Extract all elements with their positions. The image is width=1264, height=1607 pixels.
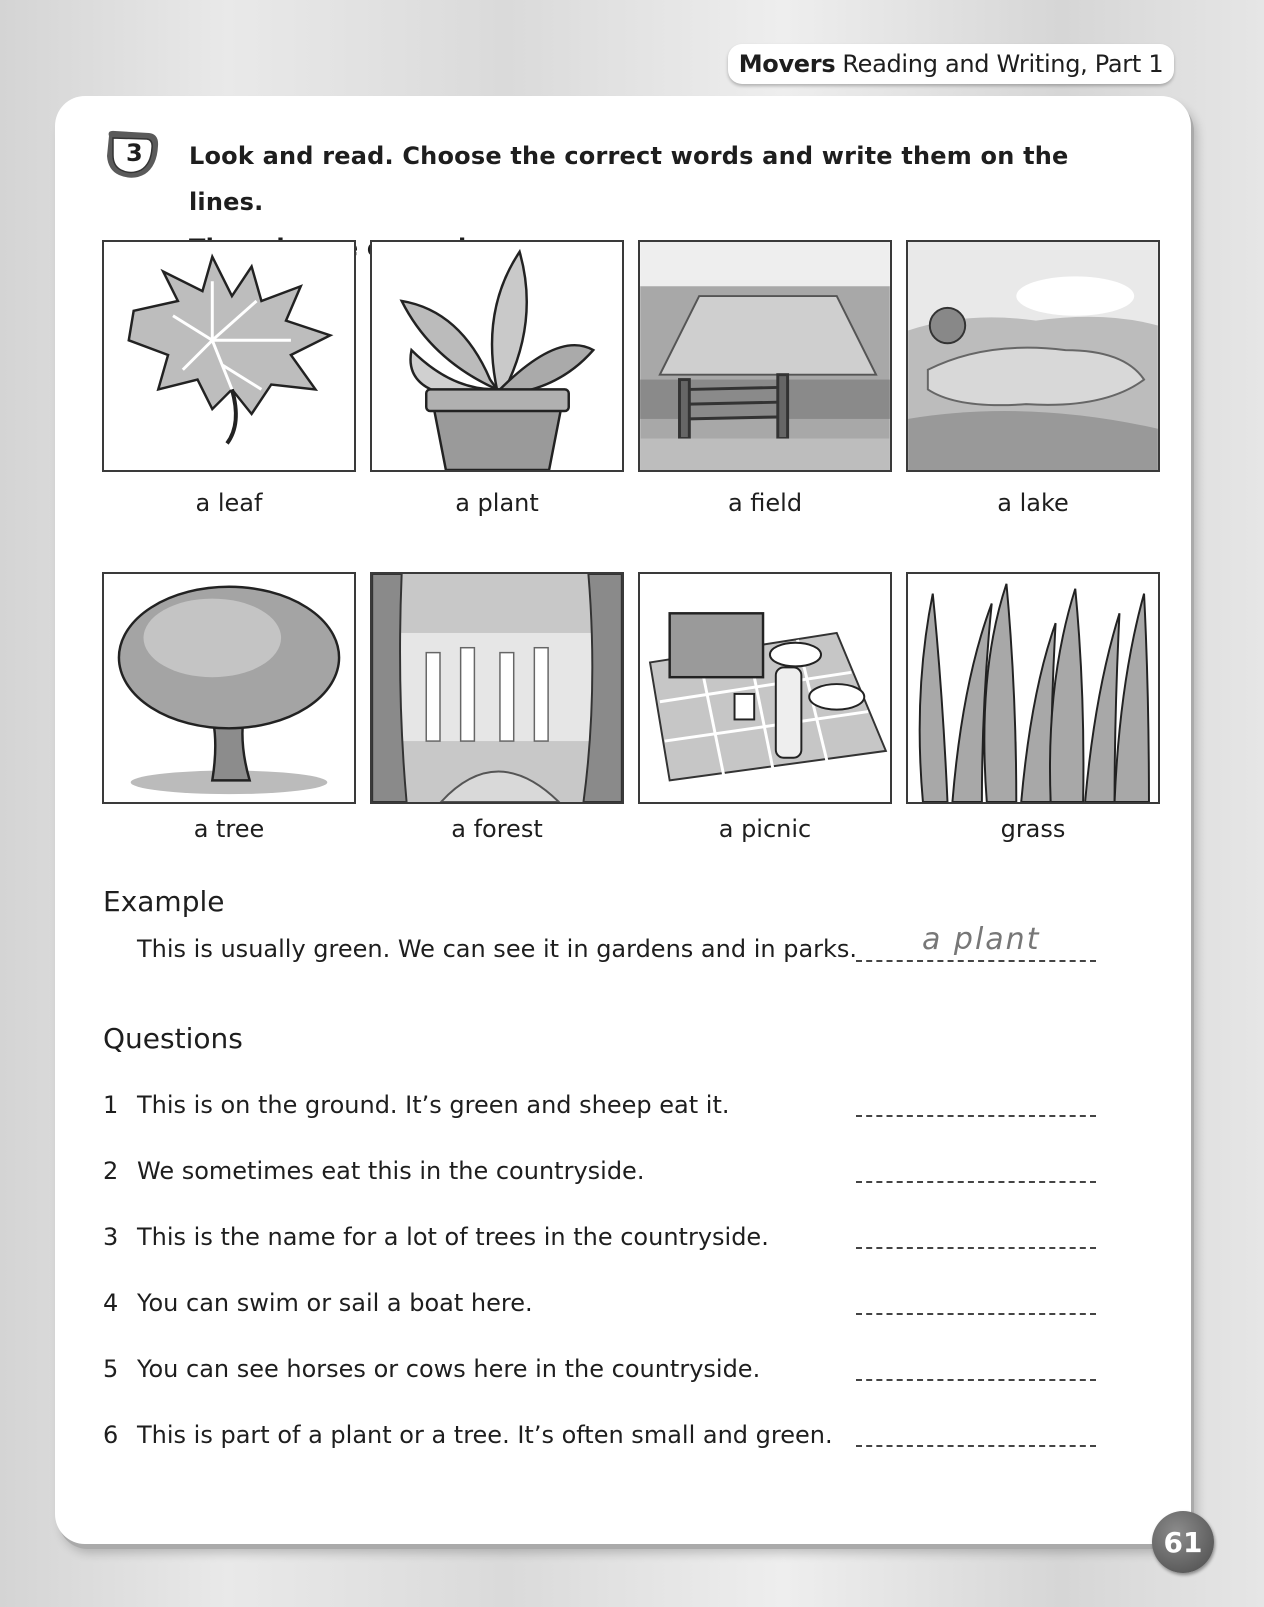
word-label: a lake bbox=[997, 489, 1069, 517]
word-label: a plant bbox=[455, 489, 539, 517]
word-label: a field bbox=[727, 489, 803, 517]
questions-heading: Questions bbox=[103, 1022, 243, 1055]
answer-line-1[interactable] bbox=[856, 1113, 1096, 1117]
leaf-picture bbox=[102, 240, 356, 472]
picnic-picture bbox=[638, 572, 892, 804]
section-header bbox=[728, 44, 1174, 84]
example-answer-line bbox=[856, 958, 1096, 962]
question-text: This is part of a plant or a tree. It’s often small and green. bbox=[137, 1421, 833, 1449]
field-picture bbox=[638, 240, 892, 472]
forest-picture bbox=[370, 572, 624, 804]
word-label: a tree bbox=[193, 815, 265, 843]
lake-picture bbox=[906, 240, 1160, 472]
question-number: 4 bbox=[103, 1289, 119, 1317]
level-name: Movers bbox=[738, 50, 836, 78]
page-number: 61 bbox=[1152, 1511, 1214, 1573]
word-label: a leaf bbox=[195, 489, 263, 517]
question-text: This is the name for a lot of trees in the countryside. bbox=[137, 1223, 769, 1251]
question-text: You can see horses or cows here in the countryside. bbox=[137, 1355, 761, 1383]
grass-picture bbox=[906, 572, 1160, 804]
question-text: We sometimes eat this in the countryside. bbox=[137, 1157, 645, 1185]
section-name: Reading and Writing, Part 1 bbox=[842, 50, 1164, 78]
word-label: a forest bbox=[451, 815, 543, 843]
question-number: 5 bbox=[103, 1355, 119, 1383]
answer-line-3[interactable] bbox=[856, 1245, 1096, 1249]
tree-picture bbox=[102, 572, 356, 804]
example-answer: a plant bbox=[922, 922, 1041, 957]
question-number: 3 bbox=[103, 1223, 119, 1251]
question-number: 2 bbox=[103, 1157, 119, 1185]
question-number: 1 bbox=[103, 1091, 119, 1119]
plant-picture bbox=[370, 240, 624, 472]
word-label: grass bbox=[1000, 815, 1066, 843]
answer-line-6[interactable] bbox=[856, 1443, 1096, 1447]
answer-line-4[interactable] bbox=[856, 1311, 1096, 1315]
question-number: 6 bbox=[103, 1421, 119, 1449]
answer-line-2[interactable] bbox=[856, 1179, 1096, 1183]
task-number: 3 bbox=[126, 139, 143, 167]
example-heading: Example bbox=[103, 885, 225, 918]
answer-line-5[interactable] bbox=[856, 1377, 1096, 1381]
question-text: This is on the ground. It’s green and sheep eat it. bbox=[137, 1091, 730, 1119]
example-text: This is usually green. We can see it in gardens and in parks. bbox=[137, 935, 858, 963]
question-text: You can swim or sail a boat here. bbox=[137, 1289, 533, 1317]
task-number-badge bbox=[103, 128, 161, 180]
instruction-line-1: Look and read. Choose the correct words and write them on the lines. bbox=[189, 142, 1069, 216]
word-label: a picnic bbox=[718, 815, 812, 843]
